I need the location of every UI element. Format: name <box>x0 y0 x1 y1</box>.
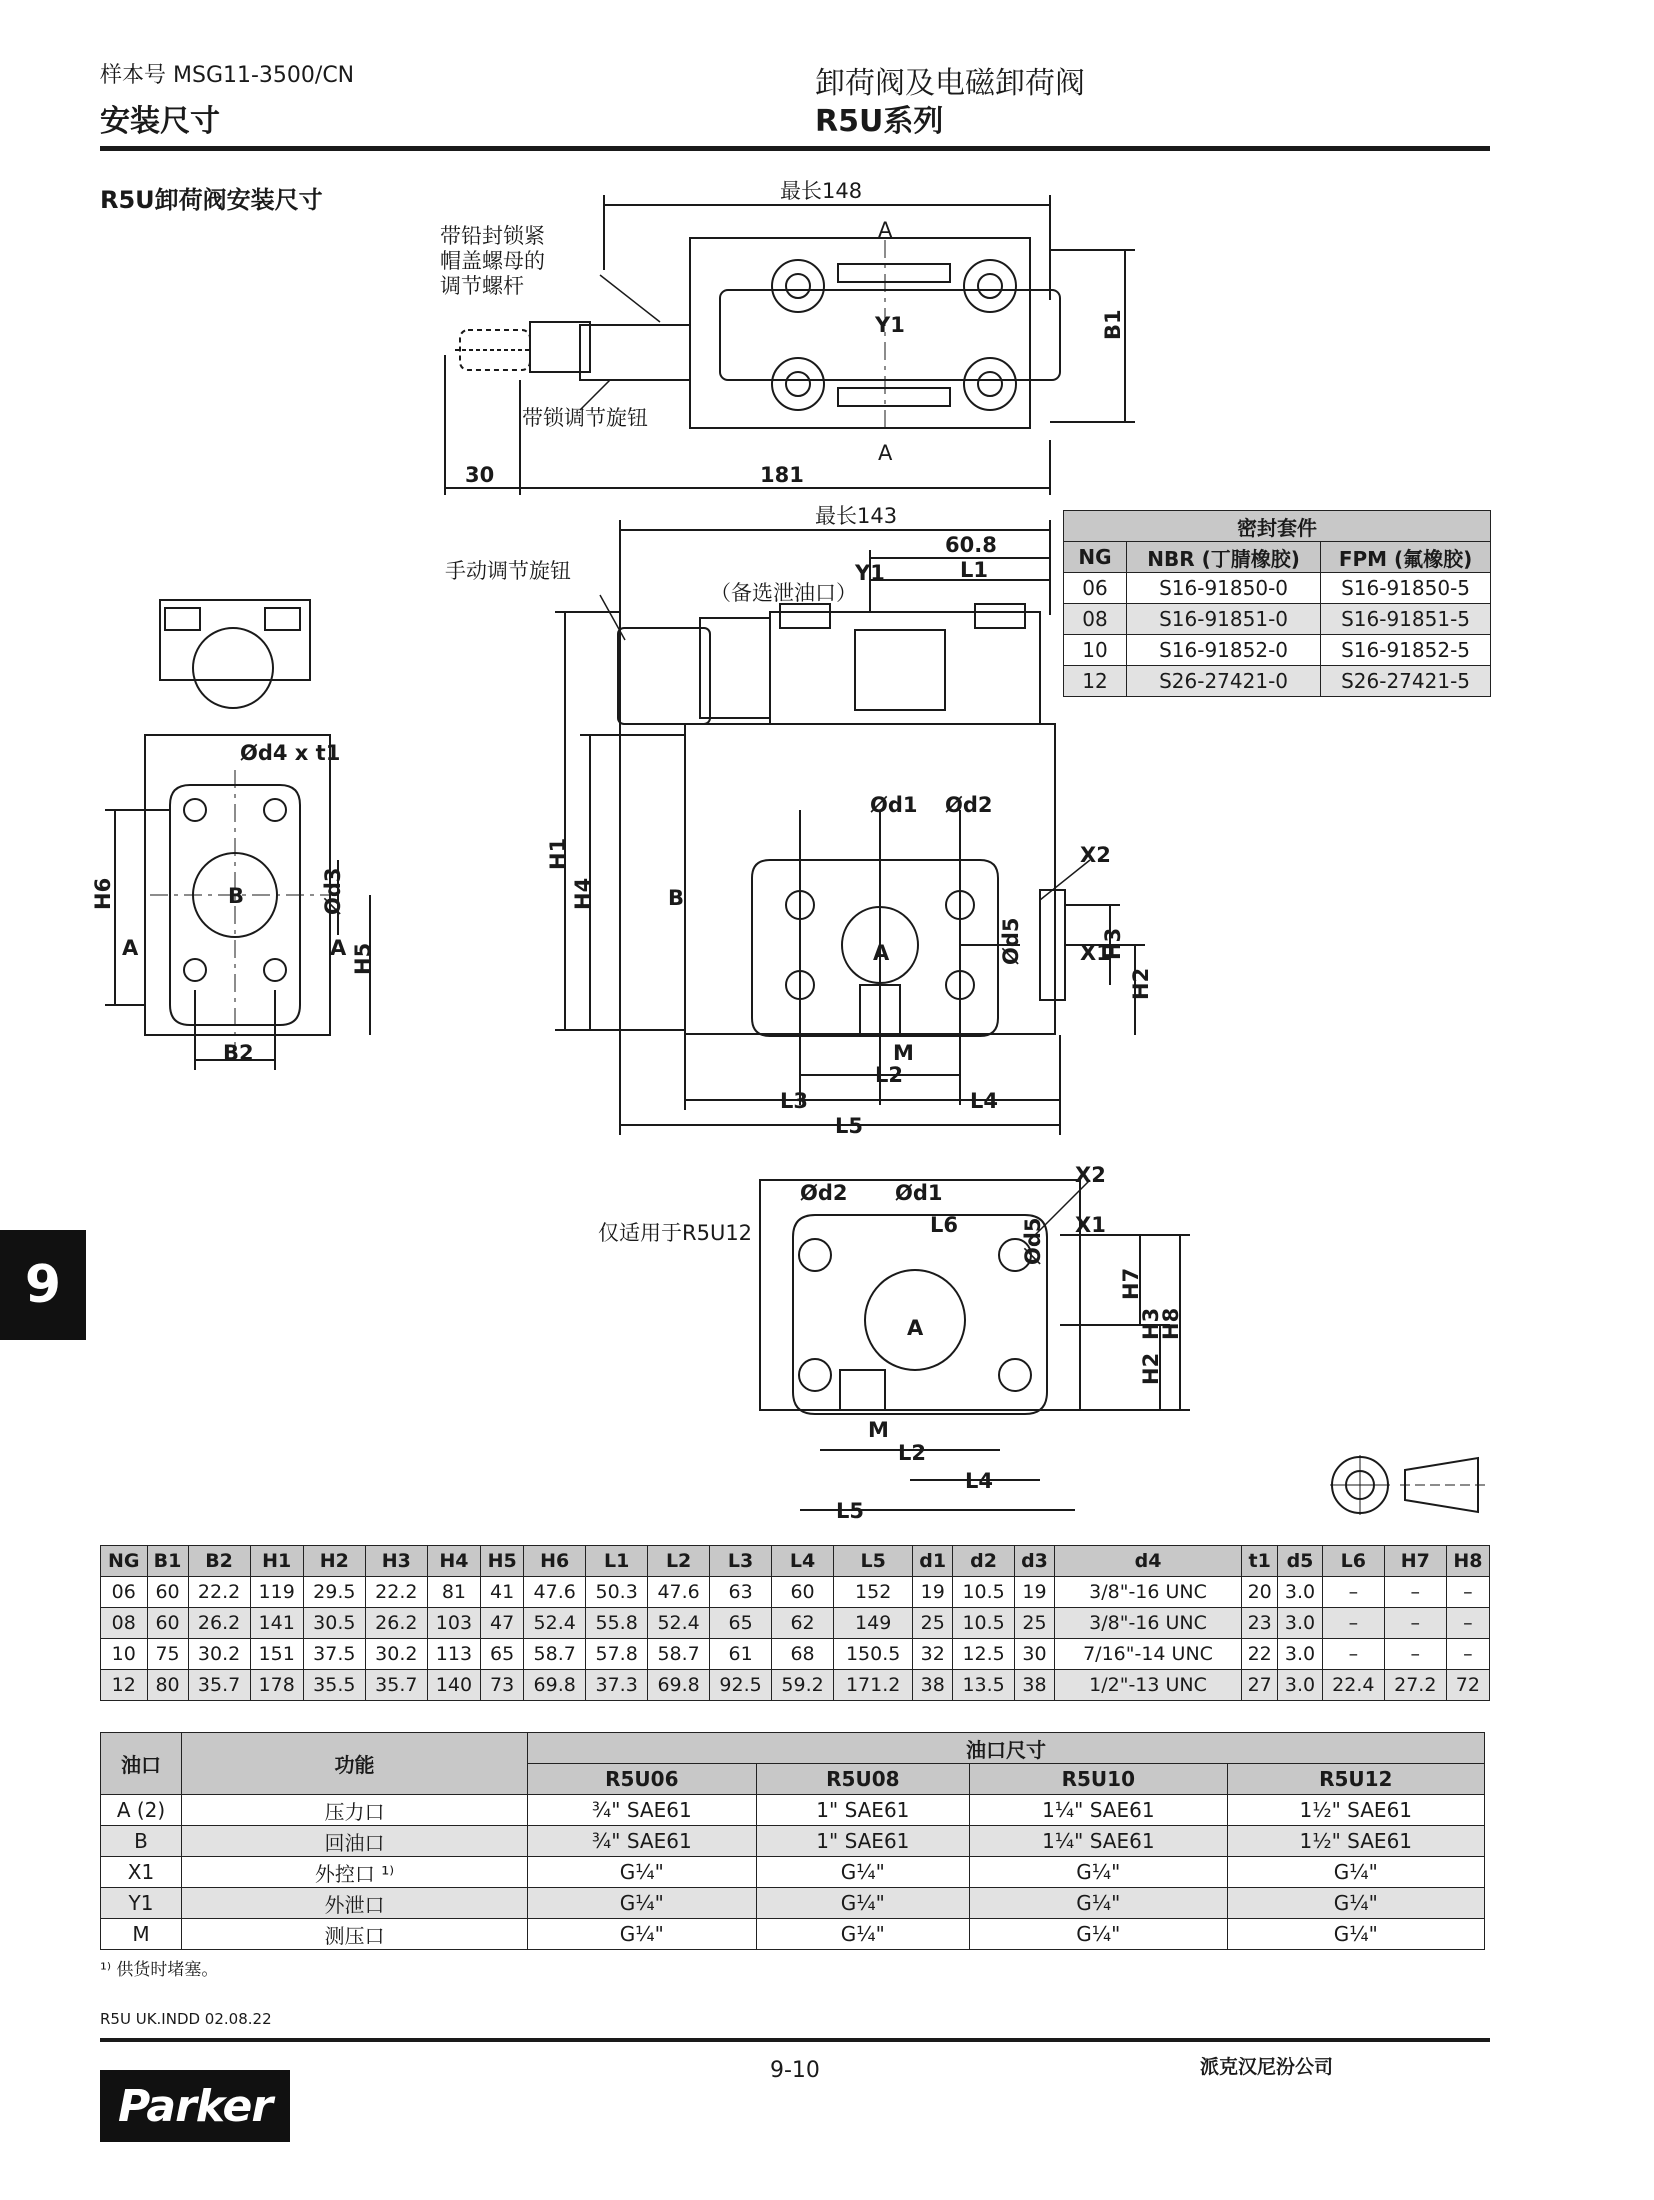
table-cell: 30.2 <box>365 1639 427 1670</box>
table-cell: M <box>101 1919 182 1950</box>
table-row: 08 S16-91851-0 S16-91851-5 <box>1064 604 1491 635</box>
table-cell: Y1 <box>101 1888 182 1919</box>
seal-kit-header-ng: NG <box>1064 542 1127 573</box>
product-title: 卸荷阀及电磁卸荷阀 <box>815 66 1085 101</box>
table-cell: 60 <box>772 1577 834 1608</box>
dimension-header-cell: H3 <box>365 1546 427 1577</box>
label-l4-front: L4 <box>970 1089 998 1113</box>
table-cell: 7/16"-14 UNC <box>1054 1639 1241 1670</box>
label-a-side-right: A <box>330 936 347 960</box>
table-cell: 08 <box>101 1608 148 1639</box>
table-cell: 60 <box>147 1608 188 1639</box>
dimension-header-cell: B1 <box>147 1546 188 1577</box>
table-cell: G¼" <box>1227 1919 1484 1950</box>
label-seal-screw-3: 调节螺杆 <box>440 274 524 298</box>
sample-number: 样本号 MSG11-3500/CN <box>100 63 355 88</box>
dimension-header-cell: L1 <box>586 1546 648 1577</box>
port-header-model: R5U12 <box>1227 1764 1484 1795</box>
label-y1-front: Y1 <box>855 561 885 585</box>
table-row <box>101 1639 1490 1670</box>
table-cell: 65 <box>710 1608 772 1639</box>
table-row <box>101 1577 1490 1608</box>
table-cell: G¼" <box>756 1888 970 1919</box>
table-cell: 06 <box>101 1577 148 1608</box>
dimension-header-cell: H2 <box>303 1546 365 1577</box>
dimension-header-cell: L6 <box>1322 1546 1384 1577</box>
table-cell: 38 <box>913 1670 953 1701</box>
seal-kit-header-nbr: NBR (丁腈橡胶) <box>1127 542 1321 573</box>
table-cell: 50.3 <box>586 1577 648 1608</box>
table-cell: – <box>1322 1577 1384 1608</box>
table-cell: – <box>1322 1639 1384 1670</box>
table-cell: 41 <box>481 1577 524 1608</box>
table-cell: 47.6 <box>648 1577 710 1608</box>
dimension-header-cell: H6 <box>524 1546 586 1577</box>
dimension-table <box>100 1545 1490 1701</box>
table-row <box>101 1795 1485 1826</box>
footnote: ¹⁾ 供货时堵塞。 <box>100 1960 219 1980</box>
table-cell: 69.8 <box>648 1670 710 1701</box>
table-cell: 回油口 <box>182 1826 528 1857</box>
label-m-r5u12: M <box>868 1418 889 1442</box>
table-cell: 13.5 <box>953 1670 1015 1701</box>
table-cell: G¼" <box>1227 1857 1484 1888</box>
table-cell: 测压口 <box>182 1919 528 1950</box>
table-cell: X1 <box>101 1857 182 1888</box>
label-l4-r5u12: L4 <box>965 1469 993 1493</box>
label-od2-front: Ød2 <box>945 793 993 817</box>
label-b2: B2 <box>223 1041 254 1065</box>
file-reference: R5U UK.INDD 02.08.22 <box>100 2010 272 2028</box>
table-cell: G¼" <box>528 1888 757 1919</box>
table-cell: – <box>1322 1608 1384 1639</box>
table-cell: – <box>1446 1577 1489 1608</box>
table-cell: 22.2 <box>188 1577 250 1608</box>
port-header-function: 功能 <box>182 1733 528 1795</box>
table-cell: ¾" SAE61 <box>528 1795 757 1826</box>
table-cell: 65 <box>481 1639 524 1670</box>
label-x1-r5u12: X1 <box>1075 1213 1106 1237</box>
table-cell: 29.5 <box>303 1577 365 1608</box>
table-cell: 151 <box>250 1639 303 1670</box>
label-od1-r5u12: Ød1 <box>895 1181 943 1205</box>
top-view <box>445 195 1135 495</box>
table-cell: 12 <box>101 1670 148 1701</box>
label-lock-knob: 带锁调节旋钮 <box>522 406 648 430</box>
table-cell: 52.4 <box>648 1608 710 1639</box>
table-cell: 55.8 <box>586 1608 648 1639</box>
label-l2-r5u12: L2 <box>898 1441 926 1465</box>
table-cell: 27.2 <box>1384 1670 1446 1701</box>
dimension-header-cell: d5 <box>1278 1546 1323 1577</box>
r5u12-view <box>760 1180 1190 1510</box>
table-cell: G¼" <box>528 1857 757 1888</box>
port-header-size: 油口尺寸 <box>528 1733 1485 1764</box>
seal-kit-header-fpm: FPM (氟橡胶) <box>1321 542 1491 573</box>
table-cell: 63 <box>710 1577 772 1608</box>
table-cell: ¾" SAE61 <box>528 1826 757 1857</box>
table-cell: 47.6 <box>524 1577 586 1608</box>
port-header-model: R5U06 <box>528 1764 757 1795</box>
projection-symbol <box>1330 1455 1485 1515</box>
table-cell: 178 <box>250 1670 303 1701</box>
table-cell: 140 <box>427 1670 480 1701</box>
table-cell: 35.7 <box>188 1670 250 1701</box>
table-cell: 压力口 <box>182 1795 528 1826</box>
table-cell: 47 <box>481 1608 524 1639</box>
label-m-front: M <box>893 1041 914 1065</box>
table-cell: 3.0 <box>1278 1577 1323 1608</box>
label-dim30: 30 <box>465 463 495 487</box>
table-cell: – <box>1446 1608 1489 1639</box>
table-cell: 1¼" SAE61 <box>970 1795 1227 1826</box>
label-l6: L6 <box>930 1213 958 1237</box>
dimension-header-cell: d1 <box>913 1546 953 1577</box>
table-cell: 37.5 <box>303 1639 365 1670</box>
dimension-header-cell: NG <box>101 1546 148 1577</box>
table-cell: – <box>1384 1639 1446 1670</box>
port-header-model: R5U10 <box>970 1764 1227 1795</box>
table-cell: 1½" SAE61 <box>1227 1795 1484 1826</box>
dimension-header-cell: H1 <box>250 1546 303 1577</box>
table-row: 12 S26-27421-0 S26-27421-5 <box>1064 666 1491 697</box>
table-row <box>101 1826 1485 1857</box>
table-cell: 150.5 <box>834 1639 913 1670</box>
label-l5-r5u12: L5 <box>836 1499 864 1523</box>
label-seal-screw-2: 帽盖螺母的 <box>440 249 545 273</box>
table-cell: 19 <box>913 1577 953 1608</box>
table-cell: 81 <box>427 1577 480 1608</box>
table-cell: 1" SAE61 <box>756 1795 970 1826</box>
label-manual-knob: 手动调节旋钮 <box>445 559 571 583</box>
footer-rule <box>100 2038 1490 2042</box>
table-cell: 32 <box>913 1639 953 1670</box>
label-a-bottom: A <box>878 441 893 465</box>
table-cell: 61 <box>710 1639 772 1670</box>
side-view <box>105 600 370 1070</box>
table-row <box>101 1919 1485 1950</box>
label-x2-front: X2 <box>1080 843 1111 867</box>
table-cell: 25 <box>913 1608 953 1639</box>
table-cell: 20 <box>1242 1577 1278 1608</box>
dimension-header-cell: H7 <box>1384 1546 1446 1577</box>
table-cell: 10.5 <box>953 1608 1015 1639</box>
company-name: 派克汉尼汾公司 <box>1200 2056 1334 2078</box>
table-cell: – <box>1384 1608 1446 1639</box>
table-cell: 1½" SAE61 <box>1227 1826 1484 1857</box>
label-x2-r5u12: X2 <box>1075 1163 1106 1187</box>
table-row <box>101 1608 1490 1639</box>
front-view <box>555 520 1145 1135</box>
table-cell: 3.0 <box>1278 1639 1323 1670</box>
chapter-tab: 9 <box>0 1230 86 1340</box>
table-row <box>101 1857 1485 1888</box>
label-l5-front: L5 <box>835 1114 863 1138</box>
dimension-header-cell: L4 <box>772 1546 834 1577</box>
table-cell: 23 <box>1242 1608 1278 1639</box>
label-max143: 最长143 <box>815 504 898 528</box>
label-a-r5u12: A <box>907 1316 924 1340</box>
label-od4t1: Ød4 x t1 <box>240 741 341 765</box>
table-cell: 58.7 <box>524 1639 586 1670</box>
table-cell: G¼" <box>1227 1888 1484 1919</box>
table-cell: 72 <box>1446 1670 1489 1701</box>
label-l2-front: L2 <box>875 1063 903 1087</box>
table-cell: 26.2 <box>188 1608 250 1639</box>
table-cell: A (2) <box>101 1795 182 1826</box>
section-heading: 安装尺寸 <box>100 104 220 139</box>
dimension-header-cell: L3 <box>710 1546 772 1577</box>
table-cell: G¼" <box>756 1857 970 1888</box>
table-cell: 92.5 <box>710 1670 772 1701</box>
dimension-header-cell: B2 <box>188 1546 250 1577</box>
label-h5: H5 <box>351 942 375 975</box>
dimension-header-cell: t1 <box>1242 1546 1278 1577</box>
label-h7: H7 <box>1119 1267 1143 1300</box>
drawing-title: R5U卸荷阀安装尺寸 <box>100 186 323 214</box>
label-od5-front: Ød5 <box>999 917 1023 965</box>
table-cell: 3.0 <box>1278 1670 1323 1701</box>
table-cell: 26.2 <box>365 1608 427 1639</box>
table-cell: 3/8"-16 UNC <box>1054 1608 1241 1639</box>
table-cell: 60 <box>147 1577 188 1608</box>
label-b1: B1 <box>1101 309 1125 340</box>
dimension-header-cell: L2 <box>648 1546 710 1577</box>
dimension-table-header <box>101 1546 1490 1577</box>
label-r5u12-only: 仅适用于R5U12 <box>598 1221 753 1245</box>
label-h2-r5u12: H2 <box>1139 1352 1163 1385</box>
table-cell: 80 <box>147 1670 188 1701</box>
table-cell: 59.2 <box>772 1670 834 1701</box>
table-cell: 52.4 <box>524 1608 586 1639</box>
table-cell: 73 <box>481 1670 524 1701</box>
series-title: R5U系列 <box>815 104 944 139</box>
table-row: 06 S16-91850-0 S16-91850-5 <box>1064 573 1491 604</box>
table-cell: 37.3 <box>586 1670 648 1701</box>
table-cell: 30 <box>1015 1639 1055 1670</box>
table-row <box>101 1670 1490 1701</box>
label-a-top: A <box>878 218 893 242</box>
table-cell: G¼" <box>970 1888 1227 1919</box>
table-cell: G¼" <box>970 1919 1227 1950</box>
label-l1: L1 <box>960 558 988 582</box>
table-cell: 22 <box>1242 1639 1278 1670</box>
label-l3: L3 <box>780 1089 808 1113</box>
label-max148: 最长148 <box>780 179 863 203</box>
table-cell: B <box>101 1826 182 1857</box>
table-cell: 38 <box>1015 1670 1055 1701</box>
dimension-header-cell: d4 <box>1054 1546 1241 1577</box>
table-cell: 1" SAE61 <box>756 1826 970 1857</box>
table-cell: 68 <box>772 1639 834 1670</box>
table-cell: 3/8"-16 UNC <box>1054 1577 1241 1608</box>
label-od2-r5u12: Ød2 <box>800 1181 848 1205</box>
table-cell: 10 <box>101 1639 148 1670</box>
table-cell: 152 <box>834 1577 913 1608</box>
label-h3-front: H3 <box>1101 927 1125 960</box>
table-cell: 75 <box>147 1639 188 1670</box>
label-optional-drain: （备选泄油口） <box>710 581 857 605</box>
table-cell: 外控口 ¹⁾ <box>182 1857 528 1888</box>
label-h3-r5u12: H3 <box>1139 1307 1163 1340</box>
table-cell: 22.2 <box>365 1577 427 1608</box>
label-h4: H4 <box>571 877 595 910</box>
table-cell: 外泄口 <box>182 1888 528 1919</box>
label-60-8: 60.8 <box>945 533 997 557</box>
table-cell: 30.2 <box>188 1639 250 1670</box>
label-a-front: A <box>873 941 890 965</box>
table-cell: 113 <box>427 1639 480 1670</box>
table-cell: 19 <box>1015 1577 1055 1608</box>
seal-kit-table <box>1063 510 1491 697</box>
table-cell: 35.5 <box>303 1670 365 1701</box>
page-number: 9-10 <box>770 2058 820 2083</box>
table-cell: 103 <box>427 1608 480 1639</box>
label-od3: Ød3 <box>321 867 345 915</box>
table-cell: 57.8 <box>586 1639 648 1670</box>
label-a-side-left: A <box>122 936 139 960</box>
parker-logo: Parker <box>100 2070 290 2142</box>
table-cell: G¼" <box>756 1919 970 1950</box>
label-dim181: 181 <box>760 463 804 487</box>
label-x1-front: X1 <box>1080 941 1111 965</box>
table-cell: 58.7 <box>648 1639 710 1670</box>
dimension-header-cell: d2 <box>953 1546 1015 1577</box>
table-row: 10 S16-91852-0 S16-91852-5 <box>1064 635 1491 666</box>
label-seal-screw-1: 带铅封锁紧 <box>440 224 545 248</box>
table-cell: 119 <box>250 1577 303 1608</box>
label-h1: H1 <box>546 837 570 870</box>
table-cell: 30.5 <box>303 1608 365 1639</box>
label-h6: H6 <box>91 877 115 910</box>
label-b-side: B <box>228 884 245 908</box>
label-od1-front: Ød1 <box>870 793 918 817</box>
table-cell: 149 <box>834 1608 913 1639</box>
port-header-port: 油口 <box>101 1733 182 1795</box>
dimension-header-cell: H5 <box>481 1546 524 1577</box>
table-cell: 12.5 <box>953 1639 1015 1670</box>
port-table <box>100 1732 1485 1950</box>
table-cell: 22.4 <box>1322 1670 1384 1701</box>
table-cell: 62 <box>772 1608 834 1639</box>
label-b-front: B <box>668 886 685 910</box>
table-cell: G¼" <box>528 1919 757 1950</box>
dimension-header-cell: H4 <box>427 1546 480 1577</box>
table-cell: 171.2 <box>834 1670 913 1701</box>
label-h2-front: H2 <box>1129 967 1153 1000</box>
table-cell: 35.7 <box>365 1670 427 1701</box>
table-cell: 69.8 <box>524 1670 586 1701</box>
label-od5-r5u12: Ød5 <box>1021 1217 1045 1265</box>
table-cell: 141 <box>250 1608 303 1639</box>
table-cell: 27 <box>1242 1670 1278 1701</box>
label-y1-top: Y1 <box>875 313 905 337</box>
table-cell: 1/2"-13 UNC <box>1054 1670 1241 1701</box>
table-row <box>101 1888 1485 1919</box>
dimension-header-cell: d3 <box>1015 1546 1055 1577</box>
seal-kit-title: 密封套件 <box>1064 511 1491 542</box>
table-cell: G¼" <box>970 1857 1227 1888</box>
table-cell: 1¼" SAE61 <box>970 1826 1227 1857</box>
table-cell: 10.5 <box>953 1577 1015 1608</box>
port-header-model: R5U08 <box>756 1764 970 1795</box>
table-cell: 25 <box>1015 1608 1055 1639</box>
dimension-header-cell: L5 <box>834 1546 913 1577</box>
label-h8: H8 <box>1159 1307 1183 1340</box>
table-cell: 3.0 <box>1278 1608 1323 1639</box>
table-cell: – <box>1446 1639 1489 1670</box>
table-cell: – <box>1384 1577 1446 1608</box>
dimension-header-cell: H8 <box>1446 1546 1489 1577</box>
